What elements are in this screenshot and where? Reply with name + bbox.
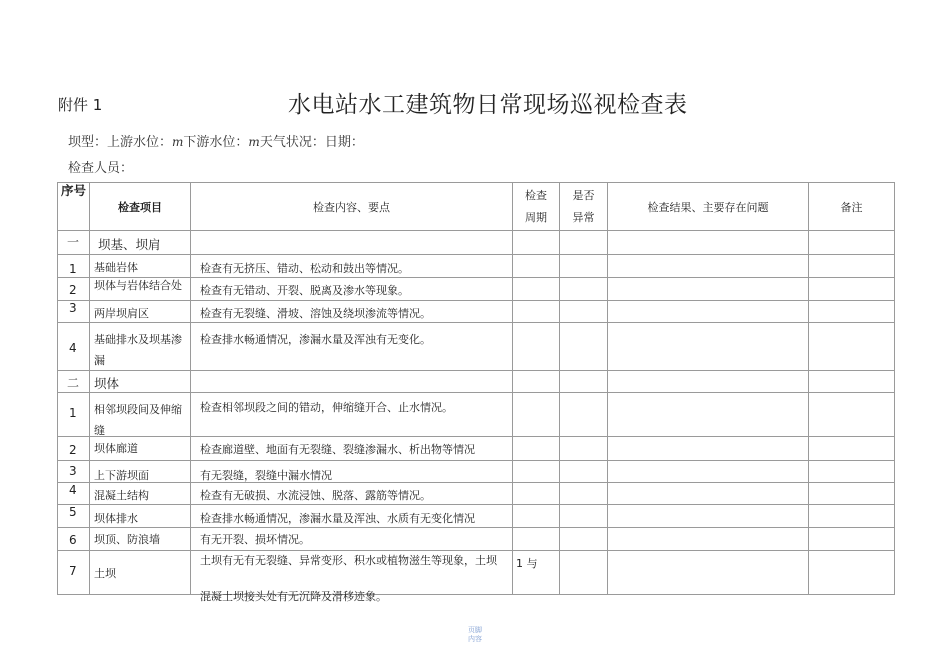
row-result: [608, 301, 809, 323]
row-item: [90, 301, 191, 323]
row-item: [90, 255, 191, 278]
row-no-text: 3: [69, 301, 77, 315]
table-header-row: [58, 183, 895, 231]
row-item: [90, 323, 191, 371]
row-remark: [809, 483, 895, 505]
row-content-line: 土坝有无有无裂缝、异常变形、积水或植物滋生等现象，土坝: [200, 554, 497, 567]
header-item: 检查项目: [90, 183, 191, 231]
row-item-text: 上下游坝面: [94, 469, 149, 482]
row-no-text: 二: [67, 376, 80, 390]
row-content: [191, 437, 513, 461]
row-remark: [809, 301, 895, 323]
row-period: [513, 551, 560, 595]
row-period: [513, 393, 560, 437]
row-content-text: 检查有无错动、开裂、脱离及渗水等现象。: [200, 284, 409, 297]
row-period: [513, 231, 560, 255]
row-content-text: 检查相邻坝段之间的错动，伸缩缝开合、止水情况。: [200, 401, 453, 414]
row-item-text: 相邻坝段间及伸缩缝: [94, 403, 182, 437]
row-no: [58, 437, 90, 461]
header-abnormal-line: 是否: [572, 188, 595, 202]
row-content: [191, 255, 513, 278]
row-item: [90, 461, 191, 483]
row-no: [58, 528, 90, 551]
header-result: 检查结果、主要存在问题: [608, 183, 809, 231]
row-item: [90, 551, 191, 595]
row-item-text: 坝基、坝肩: [98, 237, 161, 252]
table-row: [58, 301, 895, 323]
attachment-label: 附件 1: [58, 96, 103, 114]
row-item-text: 坝体: [94, 376, 120, 391]
row-item: [90, 505, 191, 528]
table-row: [58, 255, 895, 278]
row-result: [608, 528, 809, 551]
row-content-text: 检查排水畅通情况，渗漏水量及浑浊有无变化。: [200, 333, 431, 346]
header-period: [513, 183, 560, 231]
header-seq: 序号: [58, 183, 90, 231]
document-title: 水电站水工建筑物日常现场巡视检查表: [288, 92, 688, 118]
row-no-text: 2: [69, 283, 77, 297]
row-result: [608, 551, 809, 595]
row-item-text: 坝体排水: [94, 512, 138, 525]
row-period: [513, 301, 560, 323]
row-remark: [809, 551, 895, 595]
row-content: [191, 323, 513, 371]
row-content: [191, 301, 513, 323]
row-remark: [809, 461, 895, 483]
row-abnormal: [560, 528, 608, 551]
row-no-text: 5: [69, 505, 77, 519]
row-period: [513, 255, 560, 278]
row-abnormal: [560, 393, 608, 437]
row-content-text: 有无裂缝，裂缝中漏水情况: [200, 469, 332, 482]
row-content-text: 检查廊道壁、地面有无裂缝、裂缝渗漏水、析出物等情况: [200, 443, 475, 456]
table-row: [58, 505, 895, 528]
row-no: [58, 231, 90, 255]
dam-info-part: 下游水位：: [183, 135, 249, 150]
row-item: [90, 371, 191, 393]
row-item-text: 两岸坝肩区: [94, 307, 149, 320]
row-remark: [809, 528, 895, 551]
row-result: [608, 437, 809, 461]
row-content: [191, 278, 513, 301]
row-remark: [809, 505, 895, 528]
row-item-text: 混凝土结构: [94, 489, 149, 502]
row-item-text: 坝体廊道: [94, 442, 138, 455]
row-item-text: 基础岩体: [94, 261, 138, 274]
row-abnormal: [560, 551, 608, 595]
row-content-text: 有无开裂、损坏情况。: [200, 533, 310, 546]
row-content: [191, 461, 513, 483]
row-no: [58, 278, 90, 301]
row-content: [191, 551, 513, 603]
row-period: [513, 505, 560, 528]
row-no: [58, 323, 90, 371]
row-abnormal: [560, 278, 608, 301]
row-no: [58, 371, 90, 393]
dam-info-part: 天气状况：日期：: [259, 135, 364, 150]
row-no-text: 3: [69, 464, 77, 478]
row-content: [191, 371, 513, 393]
row-remark: [809, 278, 895, 301]
table-row: [58, 323, 895, 371]
table-row: [58, 371, 895, 393]
row-no: [58, 301, 90, 323]
header-abnormal-line: 异常: [572, 210, 595, 224]
header-content: 检查内容、要点: [191, 183, 513, 231]
row-period: [513, 528, 560, 551]
row-content-text: 检查有无破损、水流浸蚀、脱落、露筋等情况。: [200, 489, 431, 502]
row-item: [90, 393, 191, 437]
row-no: [58, 483, 90, 505]
dam-info-line: [68, 131, 364, 150]
row-period: [513, 483, 560, 505]
row-content: [191, 483, 513, 505]
row-period: [513, 461, 560, 483]
row-no-text: 1: [69, 406, 77, 420]
row-result: [608, 255, 809, 278]
inspectors-line: 检查人员：: [68, 161, 134, 176]
row-period-text: 1 与: [516, 557, 538, 570]
table-row: [58, 528, 895, 551]
row-content: [191, 528, 513, 551]
row-result: [608, 231, 809, 255]
unit-m: m: [172, 135, 184, 149]
header-period-line: 检查: [525, 188, 547, 202]
row-no: [58, 551, 90, 595]
row-no-text: 一: [67, 235, 80, 249]
row-no: [58, 393, 90, 437]
dam-info-part: 坝型：上游水位：: [68, 135, 173, 150]
row-period: [513, 323, 560, 371]
table-row: [58, 393, 895, 437]
header-remark: 备注: [809, 183, 895, 231]
row-abnormal: [560, 301, 608, 323]
row-no-text: 6: [69, 533, 77, 547]
row-content-text: 检查排水畅通情况，渗漏水量及浑浊、水质有无变化情况: [200, 512, 475, 525]
row-abnormal: [560, 371, 608, 393]
table-row: [58, 278, 895, 301]
table-row: [58, 483, 895, 505]
row-item-text: 坝顶、防浪墙: [94, 533, 160, 546]
row-item-text: 坝体与岩体结合处: [94, 279, 182, 292]
inspection-table: [57, 182, 895, 603]
row-abnormal: [560, 483, 608, 505]
row-item: [90, 483, 191, 505]
row-remark: [809, 371, 895, 393]
row-no-text: 2: [69, 443, 77, 457]
row-remark: [809, 437, 895, 461]
row-result: [608, 461, 809, 483]
row-abnormal: [560, 323, 608, 371]
row-remark: [809, 393, 895, 437]
row-result: [608, 483, 809, 505]
row-result: [608, 323, 809, 371]
row-result: [608, 278, 809, 301]
row-content-text: 检查有无挤压、错动、松动和鼓出等情况。: [200, 262, 409, 275]
page-footer: 页脚内容: [468, 626, 482, 643]
table-row: [58, 461, 895, 483]
row-no-text: 1: [69, 262, 77, 276]
row-item: [90, 278, 191, 301]
row-result: [608, 393, 809, 437]
row-item: [90, 231, 191, 255]
row-abnormal: [560, 231, 608, 255]
row-period: [513, 437, 560, 461]
row-content: [191, 231, 513, 255]
row-content-line: 混凝土坝接头处有无沉降及滑移迹象。: [200, 590, 387, 603]
row-item: [90, 528, 191, 551]
row-abnormal: [560, 461, 608, 483]
header-period-line: 周期: [525, 210, 547, 224]
row-content: [191, 505, 513, 528]
row-no-text: 7: [69, 564, 77, 578]
row-no: [58, 461, 90, 483]
row-period: [513, 278, 560, 301]
row-abnormal: [560, 437, 608, 461]
row-remark: [809, 231, 895, 255]
table-row: [58, 231, 895, 255]
row-abnormal: [560, 255, 608, 278]
row-result: [608, 505, 809, 528]
row-no: [58, 255, 90, 278]
row-result: [608, 371, 809, 393]
row-no: [58, 505, 90, 528]
row-remark: [809, 323, 895, 371]
header-abnormal: [560, 183, 608, 231]
row-no-text: 4: [69, 483, 77, 497]
row-content-text: 检查有无裂缝、滑坡、溶蚀及绕坝渗流等情况。: [200, 307, 431, 320]
row-abnormal: [560, 505, 608, 528]
row-remark: [809, 255, 895, 278]
table-row: [58, 551, 895, 595]
row-period: [513, 371, 560, 393]
row-content: [191, 393, 513, 437]
row-item-text: 基础排水及坝基渗漏: [94, 333, 182, 367]
unit-m: m: [248, 135, 260, 149]
row-item-text: 土坝: [94, 567, 116, 580]
row-no-text: 4: [69, 341, 77, 355]
